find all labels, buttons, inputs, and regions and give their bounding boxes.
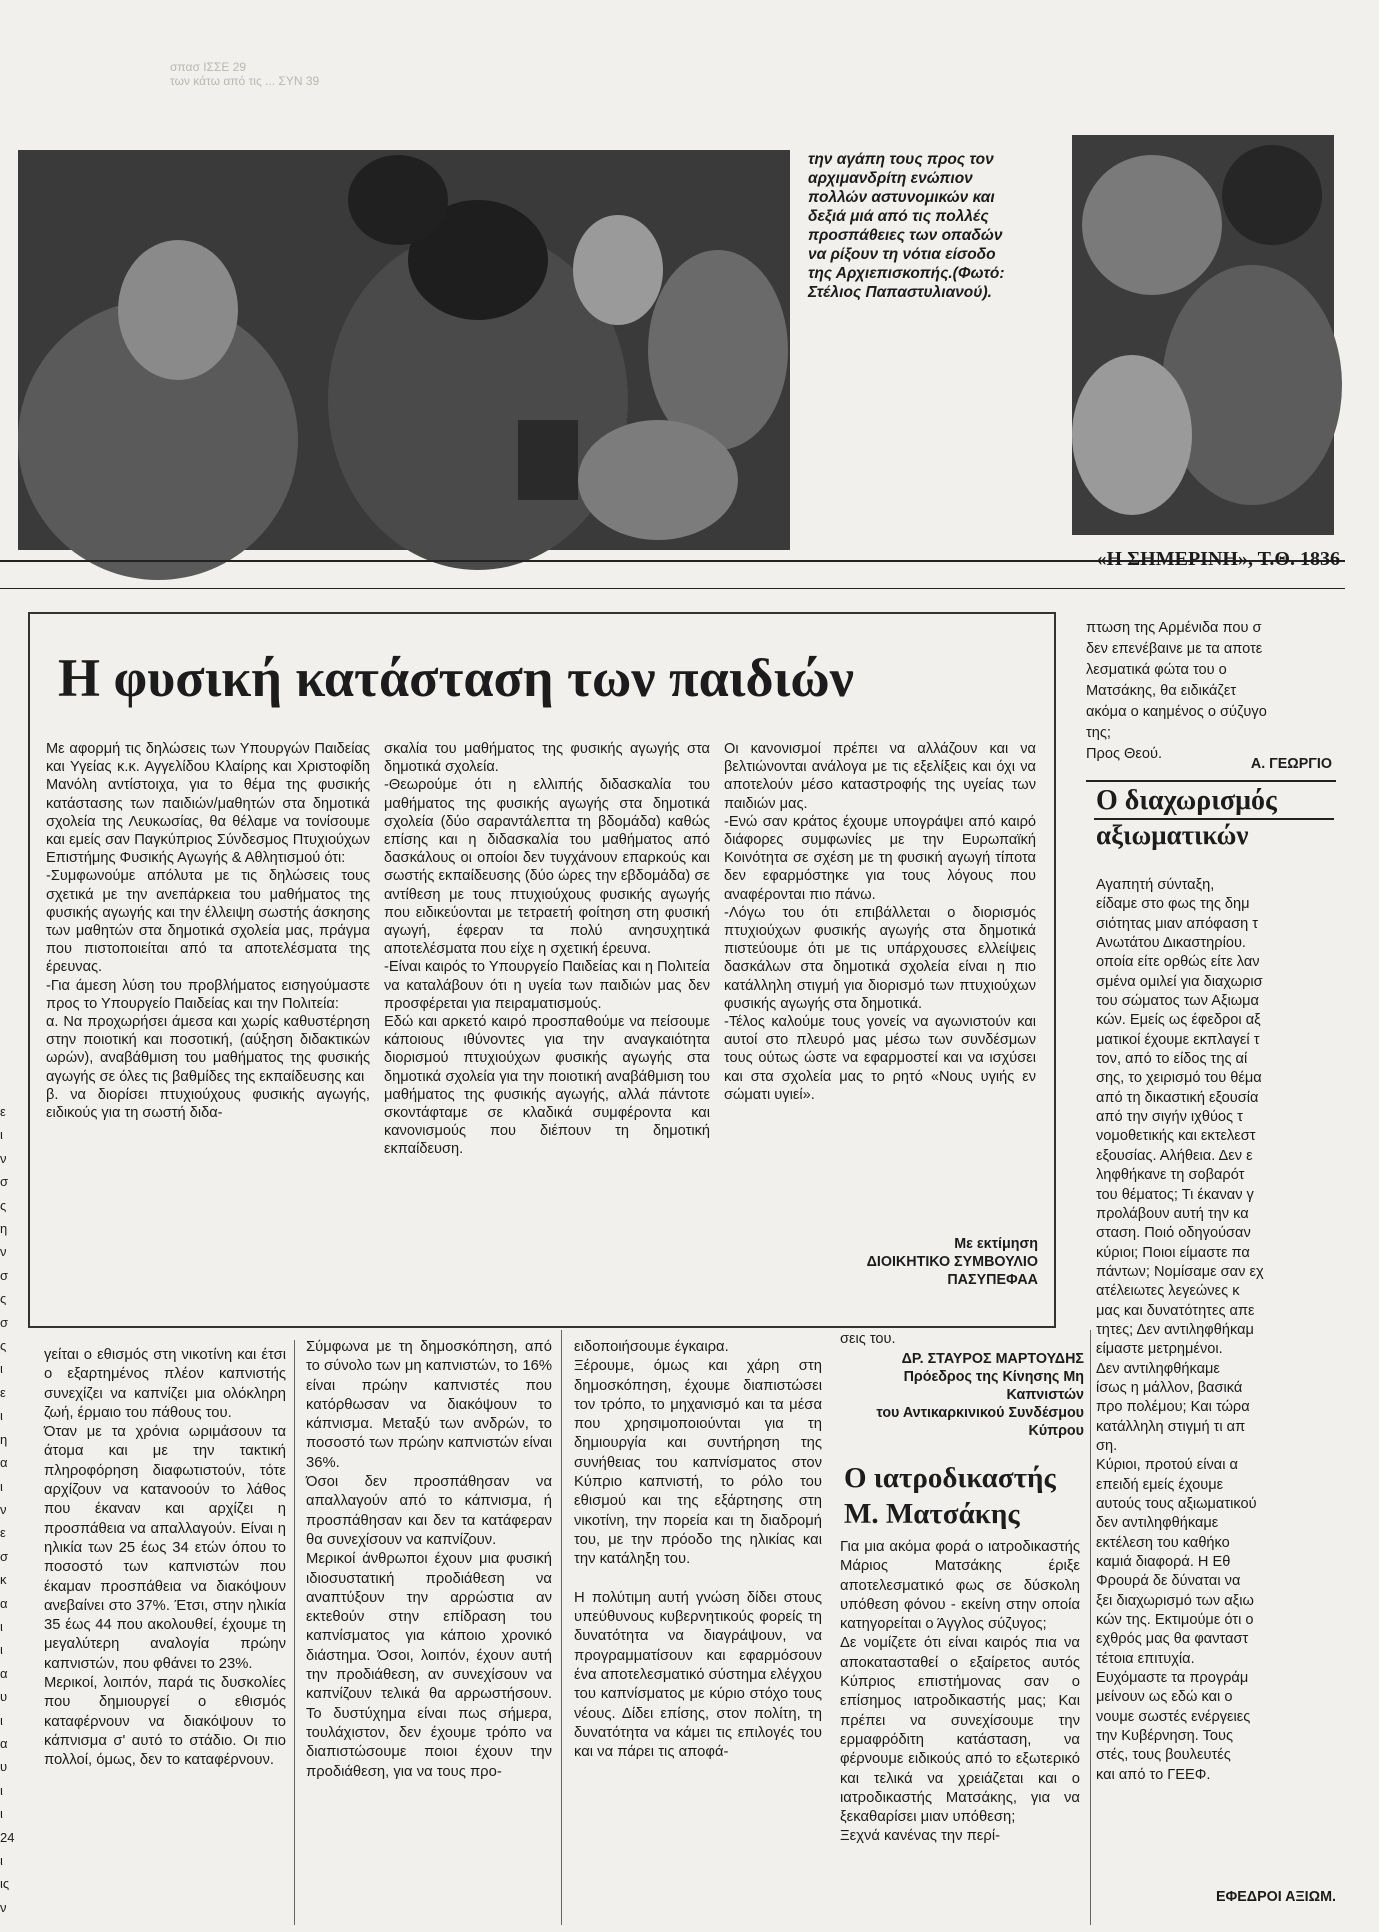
left-edge-fragments: ε ι ν σ ς η ν σ ς σ ς ι ε ι η α ι ν ε σ κ α ι ι α υ ι α υ ι ι 24 ι ις ν: [0, 1104, 15, 1915]
article-physical-condition-signature: Με εκτίμηση ΔΙΟΙΚΗΤΙΚΟ ΣΥΜΒΟΥΛΙΟ ΠΑΣΥΠΕΦΑΑ: [866, 1236, 1038, 1288]
column-divider-2: [561, 1330, 562, 1925]
coroner-article-body: Για μια ακόμα φορά ο ιατροδικαστής Μάριος Ματσάκης έριξε αποτελεσματικό φως σε δύσκολη υπόθεση φόνου - εκείνη στην οποία κατηγορείται ο Άγγλος σύζυγος; Δε νομίζετε ότι είναι καιρός πια να αποκατασταθεί ο εξαίρετος αυτός Κύπριος επιστήμονας σαν ο επίσημος ιατροδικαστής μας; Και πρέπει να συνεχίσουμε την ερμαφρόδιτη κατάσταση, να φέρνουμε ειδικούς από το εξωτερικό και τελικά να χρειάζεται και ο ιατροδικαστής Ματσάκης, για να ξεκαθαρίσει μιαν υπόθεση; Ξεχνά κανένας την περί-: [840, 1539, 1080, 1845]
article-physical-condition-col3: Οι κανονισμοί πρέπει να αλλάζουν και να βελτιώνονται ανάλογα με τις εξελίξεις και όχι να αποτελούν μέσο καταστροφής της υγείας των παιδιών μας. -Ενώ σαν κράτος έχουμε υπογράψει από καιρό διάφορες συμφωνίες με την Ευρωπαϊκή Κοινότητα σε σχέση με τη φυσική αγωγή τίποτα δεν εφαρμόστηκε για τους λόγους που αναφέρονται πιο πάνω. -Λόγω του ότι επιβάλλεται ο διορισμός πτυχιούχων φυσικής αγωγής στα δημοτικά πιστεύουμε ότι με τις υπάρχουσες ελλείψεις δασκάλων στα δημοτικά σχολεία είναι η πιο κατάλληλη στιγμή για διορισμό των πτυχιούχων φυσικής αγωγής στα δημοτικά. -Τέλος καλούμε τους γονείς να αγωνιστούν και αυτοί στο πλευρό μας μέσω των συνδέσμων τους ούτως ώστε να εφαρμοστεί και να ισχύσει και στα σχολεία μας το ρητό «Νους υγιής εν σώματι υγιεί».: [724, 741, 1036, 1103]
column-divider-3: [1090, 1330, 1091, 1925]
smoking-article-col3: ειδοποιήσουμε έγκαιρα. Ξέρουμε, όμως και χάρη στη δημοσκόπηση, έχουμε διαπιστώσει τον τρόπο, το μηχανισμό και τα μέσα που χρησιμοποιούνται για τη δημιουργία και συντήρηση της συνήθειας του καπνίσματος στον Κύπριο καπνιστή, το ρόλο του εθισμού και της εξάρτησης στη νικοτίνη, την πορεία και τη διαδρομή του, με την πρόοδο της ηλικίας και την κατάληξη του. Η πολύτιμη αυτή γνώση δίδει στους υπεύθυνους κυβερνητικούς φορείς τη δυνατότητα να διαγράψουν, να προγραμματίσουν και εφαρμόσουν ένα αποτελεσματικό σύστημα ελέγχου του καπνίσματος με κύριο στόχο τους νέους. Δίδει επίσης, στον πολίτη, τη δυνατότητα να κάμει τις επιλογές του και να πάρει τις αποφά-: [574, 1339, 822, 1761]
coroner-article-title-line1: Ο ιατροδικαστής: [844, 1462, 1056, 1494]
top-photo-left: [18, 150, 790, 550]
coroner-article-title-line2: Μ. Ματσάκης: [844, 1498, 1020, 1530]
right-article-intro-signature: Α. ΓΕΩΡΓΙΟ: [1250, 756, 1332, 772]
smoking-article-col2: Σύμφωνα με τη δημοσκόπηση, από το σύνολο των μη καπνιστών, το 16% είναι πρώην καπνιστές που κατόρθωσαν να διακόψουν το κάπνισμα. Μεταξύ των ανδρών, το ποσοστό των πρώην καπνιστών είναι 36%. Όσοι δεν προσπάθησαν να απαλλαγούν από το κάπνισμα, ή προσπάθησαν και δεν τα κατάφεραν θα συνεχίσουν να καπνίζουν. Μερικοί άνθρωποι έχουν μια φυσική ιδιοσυστατική προδιάθεση να αναπτύξουν την αρρώστια αν εκτεθούν στην επίδραση του καπνίσματος για κάποιο χρονικό διάστημα. Όσοι, λοιπόν, έχουν αυτή την προδιάθεση, αν συνεχίσουν να καπνίζουν τελικά θα αρρωστήσουν. Το δυστύχημα είναι πως σήμερα, τουλάχιστον, δεν έχουμε τρόπο να διαπιστώσουμε ποιοι έχουν την προδιάθεση, για να τους προ-: [306, 1339, 552, 1780]
right-article-title-line1: Ο διαχωρισμός: [1096, 785, 1277, 816]
smoking-article-col4-top: σεις του.: [840, 1331, 896, 1347]
smoking-article-col1: γείται ο εθισμός στη νικοτίνη και έτσι ο εξαρτημένος πλέον καπνιστής συνεχίζει να καπνίζει μια ολόκληρη ζωή, έρμαιο του πάθους του. Όταν με τα χρόνια ωριμάσουν τα άτομα και με την τακτική πληροφόρηση διαφωτιστούν, τότε αρχίζουν να κατανοούν το λάθος που έκαναν και αρχίζει η προσπάθεια να απαλλαγούν. Είναι η ηλικία των 25 έως 34 ετών όπου το ποσοστό των καπνιστών που έκαμαν προσπάθεια να διακόψουν ανεβαίνει στο 37%. Έτσι, στην ηλικία 35 έως 44 που ακολουθεί, έχουμε τη μεγαλύτερη αναλογία πρώην καπνιστών, που φθάνει το 23%. Μερικοί, λοιπόν, παρά τις δυσκολίες που δημιουργεί ο εθισμός καταφέρνουν να διακόψουν το κάπνισμα σ' αυτό το στάδιο. Οι πιο πολλοί, όμως, δεν το καταφέρνουν.: [44, 1347, 286, 1769]
right-article-title-line2: αξιωματικών: [1096, 820, 1249, 850]
right-article-body: Αγαπητή σύνταξη, είδαμε στο φως της δημ σιότητας μιαν απόφαση τ Ανωτάτου Δικαστηρίου. οποία είτε ορθώς είτε λαν σμένα ομιλεί για διαχωρισ του σώματος των Αξιωμα κών. Εμείς ως έφεδροι αξ ματικοί έχουμε εκπλαγεί τ τον, από το είδος της αί σης, το χειρισμό του θέμα από τη δικαστική εξουσία από την σιγήν ιχθύος τ νομοθετικής και εκτελεστ εξουσίας. Αλήθεια. Δεν ε ληφθήκανε τη σοβαρότ του θέματος; Τι έκαναν γ προλάβουν αυτή την κα σταση. Ποιό οδηγούσαν κύριοι; Ποιοι είμαστε πα πάντων; Νομίσαμε σαν εχ ατέλειωτες λεγεώνες κ μας και δυνατότητες απε τητες; Δεν αντιληφθήκαμ είμαστε μετρημένοι. Δεν αντιληφθήκαμε ίσως η μάλλον, βασικά προ πολέμου; Και τώρα κατάλληλη στιγμή τι απ ση. Κύριοι, προτού είναι α επειδή εμείς έχουμε αυτούς τους αξιωματικού δεν αντιληφθήκαμε εκτέλεση του καθήκο καμιά διαφορά. Η Εθ Φρουρά δε δύναται να ξει διαχωρισμό των αξιω κών της. Εκτιμούμε ότι ο εχθρός μας θα φανταστ τέτοια επιτυχία. Ευχόμαστε τα προγράμ μείνουν ως εδώ και ο νουμε σωστές ενέργειες την Κυβέρνηση. Τους στές, τους βουλευτές και από το ΓΕΕΦ.: [1096, 877, 1264, 1783]
top-photo-right: [1072, 135, 1334, 535]
bleed-through-text: σπασ ΙΣΣΕ 29 των κάτω από τις ... ΣΥΝ 39: [170, 60, 320, 88]
right-article-rule: [1086, 780, 1336, 782]
article-physical-condition-col2: σκαλία του μαθήματος της φυσικής αγωγής στα δημοτικά σχολεία. -Θεωρούμε ότι η ελλιπής διδασκαλία του μαθήματος της φυσικής αγωγής στα δημοτικά σχολεία (δύο σαραντάλεπτα τη βδομάδα) καθώς επίσης και η διδασκαλία του μαθήματος από δασκάλους οι οποίοι δεν τυγχάνουν επαρκούς και σωστής εκπαίδευσης (δύο ώρες την εβδομάδα) σε αντίθεση με τους πτυχιούχους φυσικής αγωγής που ειδικεύονται με τετραετή φοίτηση στη φυσική αγωγή, έφεραν τα πολύ ανησυχητικά αποτελέσματα που είχε η σχετική έρευνα. -Είναι καιρός το Υπουργείο Παιδείας και η Πολιτεία να καταλάβουν ότι η υγεία των παιδιών μας δεν προσφέρεται για πειραματισμούς. Εδώ και αρκετό καιρό προσπαθούμε να πείσουμε κάποιους ιθύνοντες για την αναγκαιότητα διορισμού πτυχιούχων φυσικής αγωγής στα δημοτικά σχολεία για την ποιοτική αναβάθμιση του μαθήματος της φυσικής αγωγής, αλλά πάντοτε σκοντάφταμε σε κλαδικά συμφέροντα και κανονισμούς που διέπουν τη δημοτική εκπαίδευση.: [384, 741, 710, 1158]
right-article-signature: ΕΦΕΔΡΟΙ ΑΞΙΩΜ.: [1216, 1889, 1336, 1905]
column-divider-1: [294, 1340, 295, 1925]
article-physical-condition-title: Η φυσική κατάσταση των παιδιών: [58, 648, 854, 708]
source-line: «Η ΣΗΜΕΡΙΝΗ», Τ.Θ. 1836: [1096, 548, 1340, 570]
right-article-intro: πτωση της Αρμένιδα που σ δεν επενέβαινε με τα αποτε λεσματικά φώτα του ο Ματσάκης, θα ειδικάζετ ακόμα ο καημένος ο σύζυγο της; Προς Θεού.: [1086, 620, 1267, 762]
smoking-article-signature: ΔΡ. ΣΤΑΥΡΟΣ ΜΑΡΤΟΥΔΗΣ Πρόεδρος της Κίνησης Μη Καπνιστών του Αντικαρκινικού Συνδέσμου Κύπρου: [876, 1351, 1084, 1439]
separator-rule: [0, 588, 1345, 589]
top-photo-caption: την αγάπη τους προς τον αρχιμανδρίτη ενώπιον πολλών αστυνομικών και δεξιά μιά από τις πολλές προσπάθειες των οπαδών να ρίξουν τη νότια είσοδο της Αρχιεπισκοπής.(Φωτό: Στέλιος Παπαστυλιανού).: [808, 151, 1005, 301]
article-physical-condition-col1: Με αφορμή τις δηλώσεις των Υπουργών Παιδείας και Υγείας κ.κ. Αγγελίδου Κλαίρης και Χριστοφίδη Μανόλη αντίστοιχα, για το θέμα της φυσικής κατάστασης των παιδιών/μαθητών στα δημοτικά σχολεία της Λευκωσίας, θα θέλαμε να τονίσουμε και εμείς σαν Παγκύπριος Σύνδεσμος Πτυχιούχων Επιστήμης Φυσικής Αγωγής & Αθλητισμού ότι: -Συμφωνούμε απόλυτα με τις δηλώσεις τους σχετικά με την ανεπάρκεια του μαθήματος της φυσικής αγωγής και την έλλειψη σωστής άσκησης των μαθητών στα δημοτικά σχολεία μας, πράγμα που πιστοποιείται από τα αποτελέσματα της έρευνας. -Για άμεση λύση του προβλήματος εισηγούμαστε προς το Υπουργείο Παιδείας και την Πολιτεία: α. Να προχωρήσει άμεσα και χωρίς καθυστέρηση στην ποιοτική και ποσοτική, (αύξηση διδακτικών ωρών), αναβάθμιση του μαθήματος της φυσικής αγωγής σε όλες τις βαθμίδες της εκπαίδευσης και β. να διορίσει πτυχιούχους φυσικής αγωγής, ειδικούς για τη σωστή διδα-: [46, 741, 370, 1122]
